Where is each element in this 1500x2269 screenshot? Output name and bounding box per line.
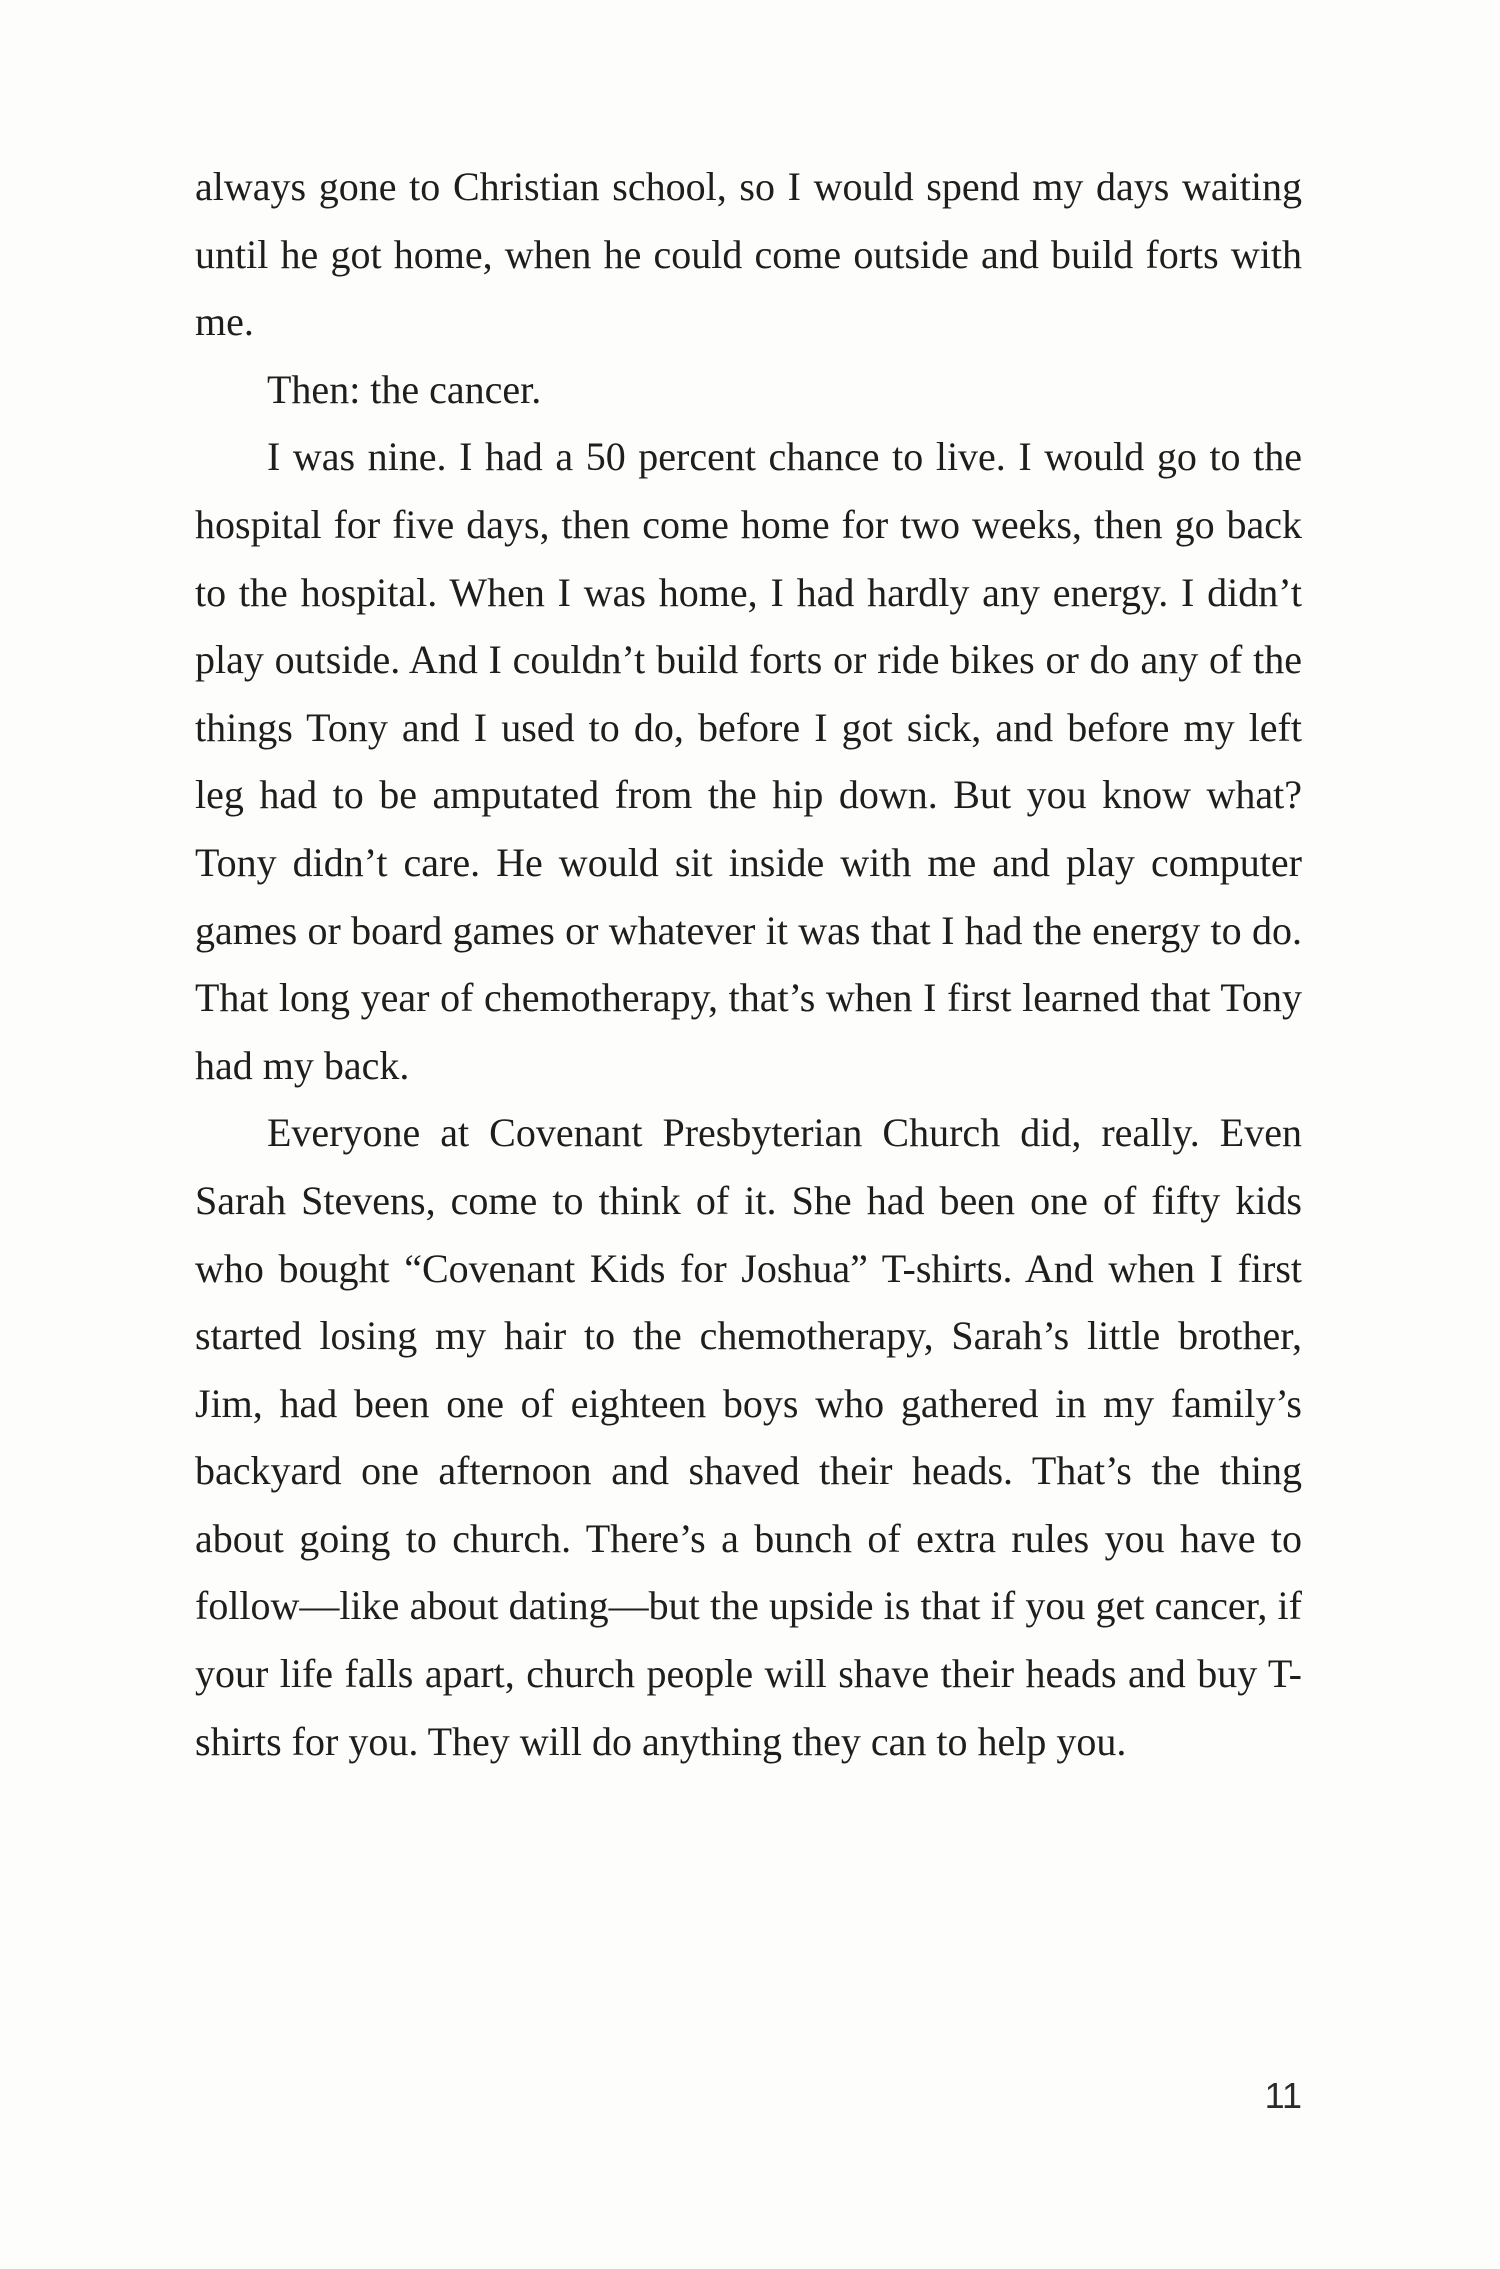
- paragraph: always gone to Christian school, so I would spend my days waiting until he got home, when he could come outside and build forts with me.: [195, 164, 1302, 345]
- paragraph: I was nine. I had a 50 percent chance to live. I would go to the hospital for five days, then come home for two weeks, then go back to the hospital. When I was home, I had hardly any energy. I didn’t play outside. And I couldn’t build forts or ride bikes or do any of the things Tony and I used to do, before I got sick, and before my left leg had to be amputated from the hip down. But you know what? Tony didn’t care. He would sit inside with me and play computer games or board games or whatever it was that I had the energy to do. That long year of chemotherapy, that’s when I first learned that Tony had my back.: [195, 434, 1302, 1088]
- body-text: [195, 153, 1302, 1775]
- page-number: 11: [1264, 2075, 1302, 2116]
- paragraph: Everyone at Covenant Presbyterian Church did, really. Even Sarah Stevens, come to think of it. She had been one of fifty kids who bought “Covenant Kids for Joshua” T-shirts. And when I first started losing my hair to the chemotherapy, Sarah’s little brother, Jim, had been one of eighteen boys who gathered in my family’s backyard one afternoon and shaved their heads. That’s the thing about going to church. There’s a bunch of extra rules you have to follow—like about dating—but the upside is that if you get cancer, if your life falls apart, church people will shave their heads and buy T-shirts for you. They will do anything they can to help you.: [195, 1110, 1302, 1764]
- paragraph: Then: the cancer.: [267, 366, 542, 412]
